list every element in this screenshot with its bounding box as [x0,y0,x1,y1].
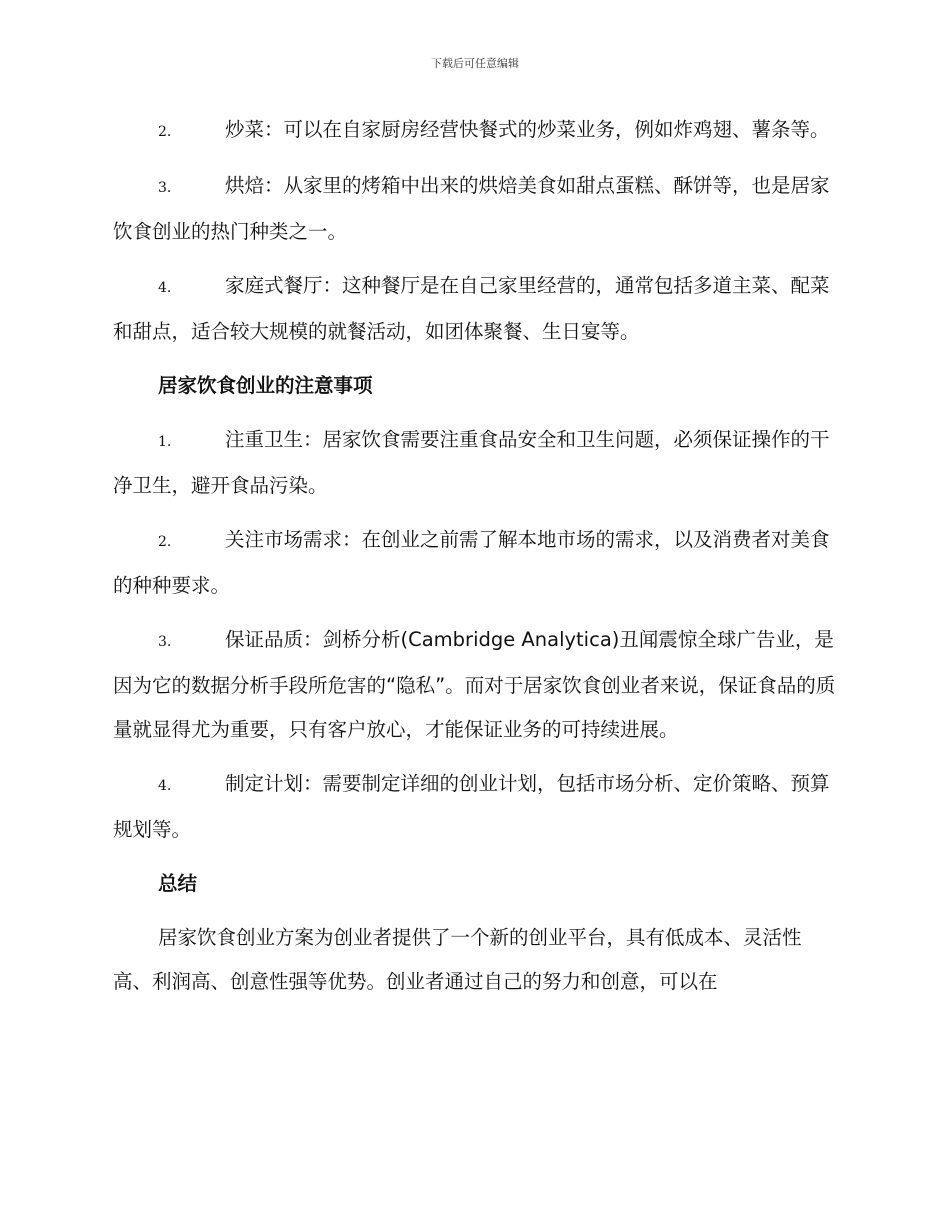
list-item-text: 制定计划：需要制定详细的创业计划，包括市场分析、定价策略、预算规划等。 [113,772,830,841]
list-item-number: 1. [158,434,172,450]
list-item [113,164,838,254]
list-item [113,518,838,608]
list-item [113,108,838,154]
list-item-text: 关注市场需求：在创业之前需了解本地市场的需求，以及消费者对美食的种种要求。 [113,528,830,597]
section-heading-summary: 总结 [158,872,198,895]
list-item-text: 烘焙：从家里的烤箱中出来的烘焙美食如甜点蛋糕、酥饼等，也是居家饮食创业的热门种类之一。 [113,174,830,243]
list-item-number: 2. [158,124,172,140]
list-item-text: 炒菜：可以在自家厨房经营快餐式的炒菜业务，例如炸鸡翅、薯条等。 [225,118,830,141]
list-item-number: 4. [158,778,172,794]
list-item-text: 家庭式餐厅：这种餐厅是在自己家里经营的，通常包括多道主菜、配菜和甜点，适合较大规模的就餐活动，如团体聚餐、生日宴等。 [113,274,830,343]
list-item-number: 3. [158,634,172,650]
list-item-number: 3. [158,180,172,196]
list-item [113,264,838,354]
document-body [113,108,838,1004]
list-item-text: 注重卫生：居家饮食需要注重食品安全和卫生问题，必须保证操作的干净卫生，避开食品污染。 [113,428,830,497]
list-item-number: 4. [158,280,172,296]
page-header: 下载后可任意编辑 [431,57,519,70]
list-item [113,418,838,508]
summary-paragraph: 居家饮食创业方案为创业者提供了一个新的创业平台，具有低成本、灵活性高、利润高、创意性强等优势。创业者通过自己的努力和创意，可以在 [113,926,802,993]
list-item [113,762,838,852]
section-heading-notes: 居家饮食创业的注意事项 [158,374,373,397]
list-item-number: 2. [158,534,172,550]
list-item [113,618,838,752]
list-item-text: 保证品质：剑桥分析(Cambridge Analytica)丑闻震惊全球广告业，是因为它的数据分析手段所危害的“隐私”。而对于居家饮食创业者来说，保证食品的质量就显得尤为重要，只有客户放心，才能保证业务的可持续进展。 [113,628,836,741]
